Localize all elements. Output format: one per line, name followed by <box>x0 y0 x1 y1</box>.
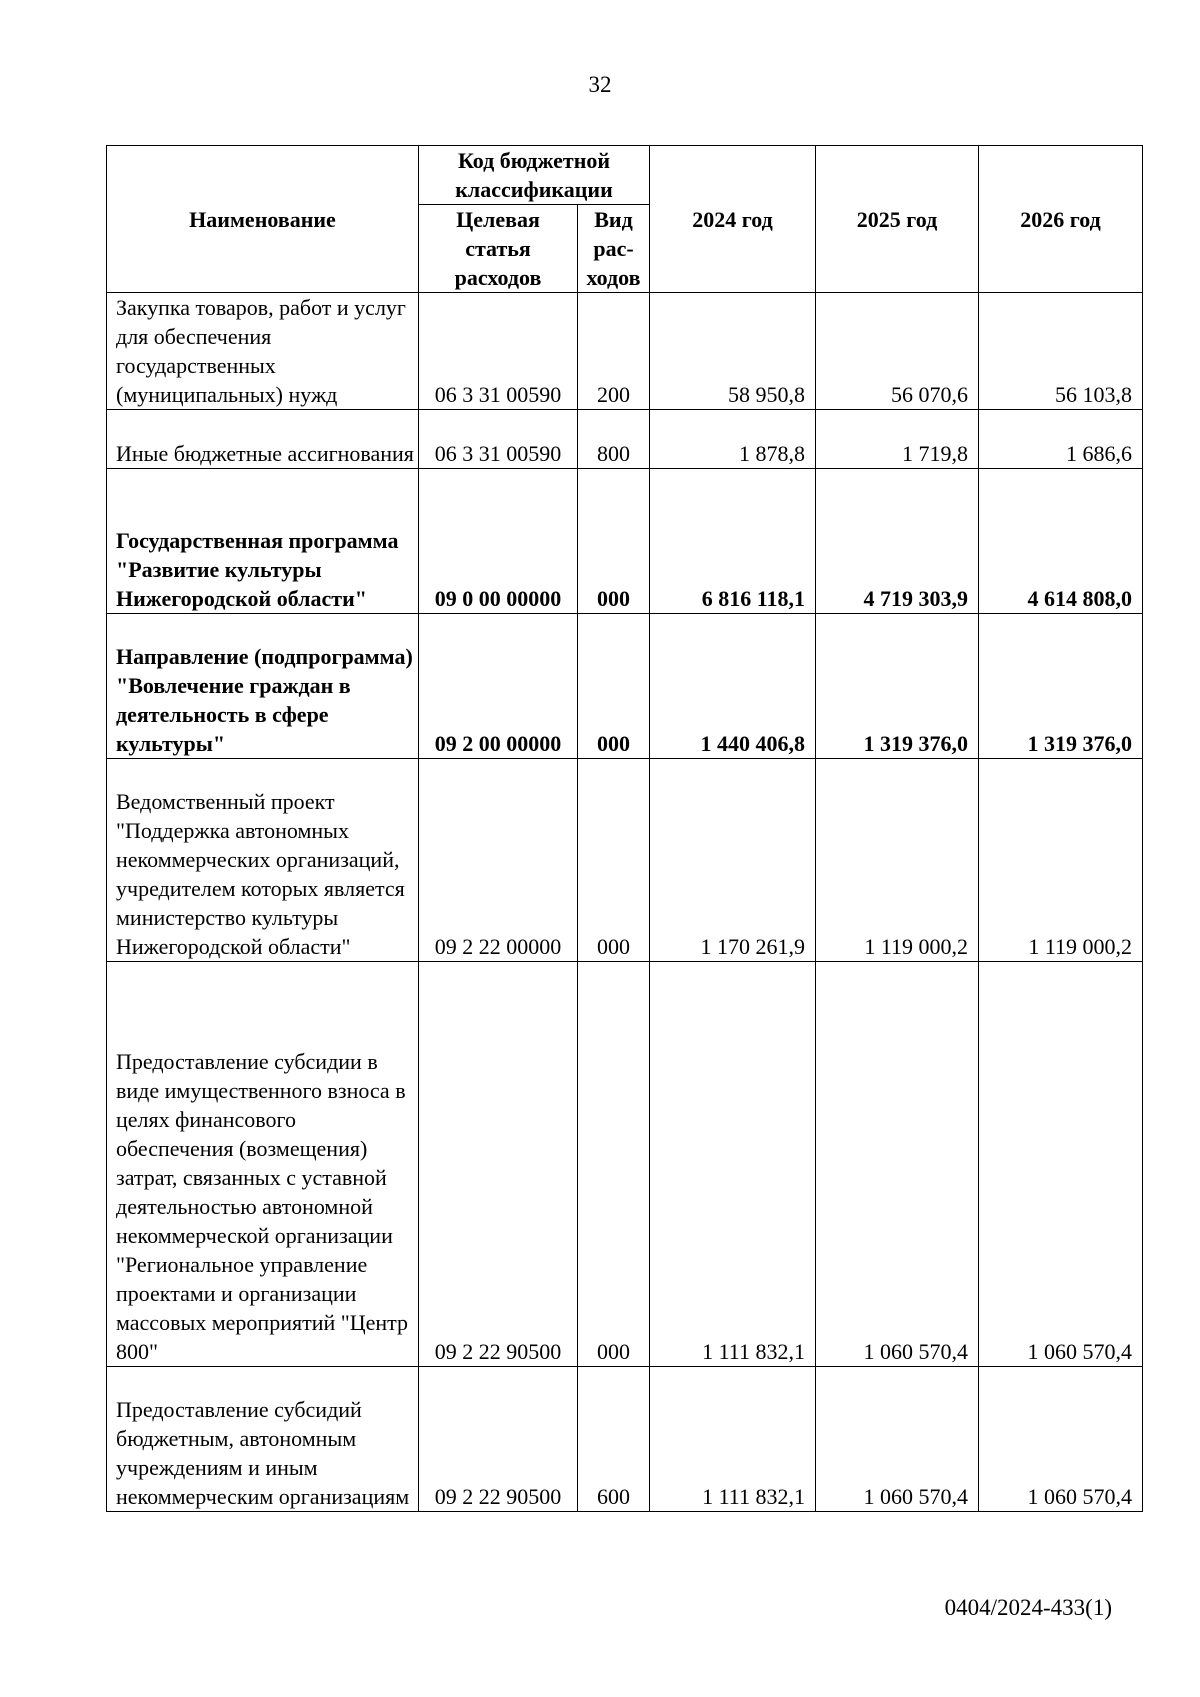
row-value-2026: 4 614 808,0 <box>979 469 1143 614</box>
row-target: 06 3 31 00590 <box>419 293 578 410</box>
row-value-2026: 1 686,6 <box>979 410 1143 469</box>
row-kind: 200 <box>578 293 650 410</box>
row-target: 06 3 31 00590 <box>419 410 578 469</box>
header-kind: Вид рас-ходов <box>578 205 650 293</box>
row-target: 09 2 22 00000 <box>419 759 578 962</box>
header-code-group: Код бюджетной классификации <box>419 146 650 205</box>
row-value-2024: 58 950,8 <box>650 293 816 410</box>
row-value-2026: 1 119 000,2 <box>979 759 1143 962</box>
row-value-2024: 1 111 832,1 <box>650 1367 816 1512</box>
table-row <box>107 293 1143 410</box>
table-row <box>107 1367 1143 1512</box>
row-value-2024: 1 170 261,9 <box>650 759 816 962</box>
row-value-2026: 1 060 570,4 <box>979 962 1143 1367</box>
row-value-2024: 6 816 118,1 <box>650 469 816 614</box>
row-kind: 800 <box>578 410 650 469</box>
header-2024: 2024 год <box>650 146 816 293</box>
row-value-2025: 1 319 376,0 <box>816 614 979 759</box>
row-kind: 000 <box>578 614 650 759</box>
row-kind: 600 <box>578 1367 650 1512</box>
row-value-2026: 1 060 570,4 <box>979 1367 1143 1512</box>
row-name: Иные бюджетные ассигнования <box>107 410 419 469</box>
budget-table <box>106 145 1143 1512</box>
row-value-2024: 1 878,8 <box>650 410 816 469</box>
row-value-2025: 1 719,8 <box>816 410 979 469</box>
row-name: Предоставление субсидии в виде имущественного взноса в целях финансового обеспечения (возмещения) затрат, связанных с уставной деятельностью автономной некоммерческой организации "Региональное управление проектами и организации массовых мероприятий "Центр 800" <box>107 962 419 1367</box>
row-name: Закупка товаров, работ и услуг для обеспечения государственных (муниципальных) нужд <box>107 293 419 410</box>
row-name: Предоставление субсидий бюджетным, автономным учреждениям и иным некоммерческим организациям <box>107 1367 419 1512</box>
row-target: 09 0 00 00000 <box>419 469 578 614</box>
header-row-top <box>107 146 1143 205</box>
row-kind: 000 <box>578 759 650 962</box>
row-kind: 000 <box>578 469 650 614</box>
document-registration-code: 0404/2024-433(1) <box>944 1595 1112 1620</box>
row-name: Ведомственный проект "Поддержка автономных некоммерческих организаций, учредителем которых является министерство культуры Нижегородской области" <box>107 759 419 962</box>
page-number: 32 <box>588 72 612 97</box>
row-target: 09 2 00 00000 <box>419 614 578 759</box>
row-name: Направление (подпрограмма) "Вовлечение граждан в деятельность в сфере культуры" <box>107 614 419 759</box>
row-value-2025: 1 119 000,2 <box>816 759 979 962</box>
table-row <box>107 614 1143 759</box>
row-kind: 000 <box>578 962 650 1367</box>
row-value-2024: 1 440 406,8 <box>650 614 816 759</box>
row-target: 09 2 22 90500 <box>419 962 578 1367</box>
row-value-2025: 4 719 303,9 <box>816 469 979 614</box>
table-row <box>107 759 1143 962</box>
row-value-2025: 56 070,6 <box>816 293 979 410</box>
row-value-2025: 1 060 570,4 <box>816 1367 979 1512</box>
header-name: Наименование <box>107 146 419 293</box>
row-name: Государственная программа "Развитие культуры Нижегородской области" <box>107 469 419 614</box>
row-value-2026: 56 103,8 <box>979 293 1143 410</box>
table-row <box>107 962 1143 1367</box>
row-target: 09 2 22 90500 <box>419 1367 578 1512</box>
header-target: Целевая статья расходов <box>419 205 578 293</box>
header-2025: 2025 год <box>816 146 979 293</box>
header-2026: 2026 год <box>979 146 1143 293</box>
table-row <box>107 469 1143 614</box>
table-row <box>107 410 1143 469</box>
row-value-2024: 1 111 832,1 <box>650 962 816 1367</box>
row-value-2025: 1 060 570,4 <box>816 962 979 1367</box>
row-value-2026: 1 319 376,0 <box>979 614 1143 759</box>
